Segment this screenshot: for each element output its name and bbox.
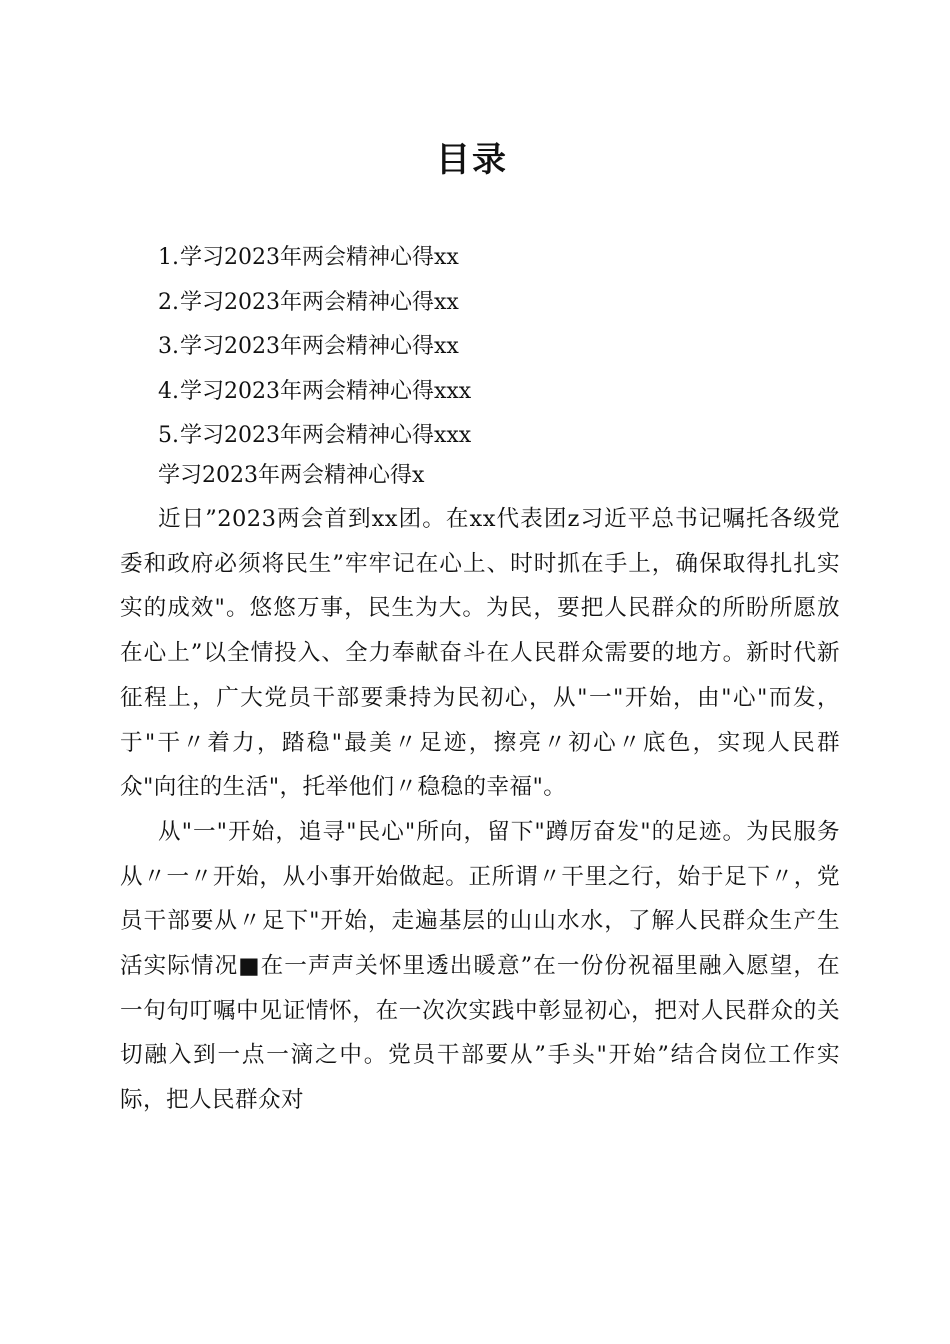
toc-item-text: 学习2023年两会精神心得xx [180, 334, 459, 360]
toc-item-number: 5. [158, 423, 179, 449]
toc-item-text: 学习2023年两会精神心得xxx [180, 423, 472, 449]
toc-item-3 [158, 325, 878, 370]
toc-item-4 [158, 370, 878, 415]
toc-item-text: 学习2023年两会精神心得xx [180, 289, 459, 315]
document-title: 目录 [436, 140, 508, 180]
document-body [120, 497, 840, 1123]
toc-item-5 [158, 414, 878, 459]
toc-item-number: 3. [158, 334, 179, 360]
section-heading: 学习2023年两会精神心得x [158, 463, 425, 488]
toc-item-1 [158, 236, 878, 281]
body-paragraph-1: 近日”2023两会首到xx团。在xx代表团z习近平总书记嘱托各级党委和政府必须将民生”牢牢记在心上、时时抓在手上，确保取得扎扎实实的成效"。悠悠万事，民生为大。为民，要把人民群众的所盼所愿放在心上”以全情投入、全力奉献奋斗在人民群众需要的地方。新时代新征程上，广大党员干部要秉持为民初心，从"一"开始，由"心"而发，于"干〃着力，踏稳"最美〃足迹，擦亮〃初心〃底色，实现人民群众"向往的生活"，托举他们〃稳稳的幸福"。 [120, 506, 840, 801]
toc-item-number: 4. [158, 378, 179, 404]
toc-item-number: 1. [158, 245, 179, 270]
toc-item-text: 学习2023年两会精神心得xx [180, 245, 459, 270]
toc-item-text: 学习2023年两会精神心得xxx [180, 378, 472, 404]
toc-item-2 [158, 281, 878, 326]
table-of-contents [158, 236, 878, 459]
toc-item-number: 2. [158, 289, 179, 315]
body-paragraph-2: 从"一"开始，追寻"民心"所向，留下"蹲厉奋发"的足迹。为民服务从〃一〃开始，从小事开始做起。正所谓〃干里之行，始于足下〃，党员干部要从〃足下"开始，走遍基层的山山水水，了解人民群众生产生活实际情况■在一声声关怀里透出暖意”在一份份祝福里融入愿望，在一句句叮嘱中见证情怀，在一次次实践中彰显初心，把对人民群众的关切融入到一点一滴之中。党员干部要从”手头"开始”结合岗位工作实际，把人民群众对 [120, 818, 840, 1114]
